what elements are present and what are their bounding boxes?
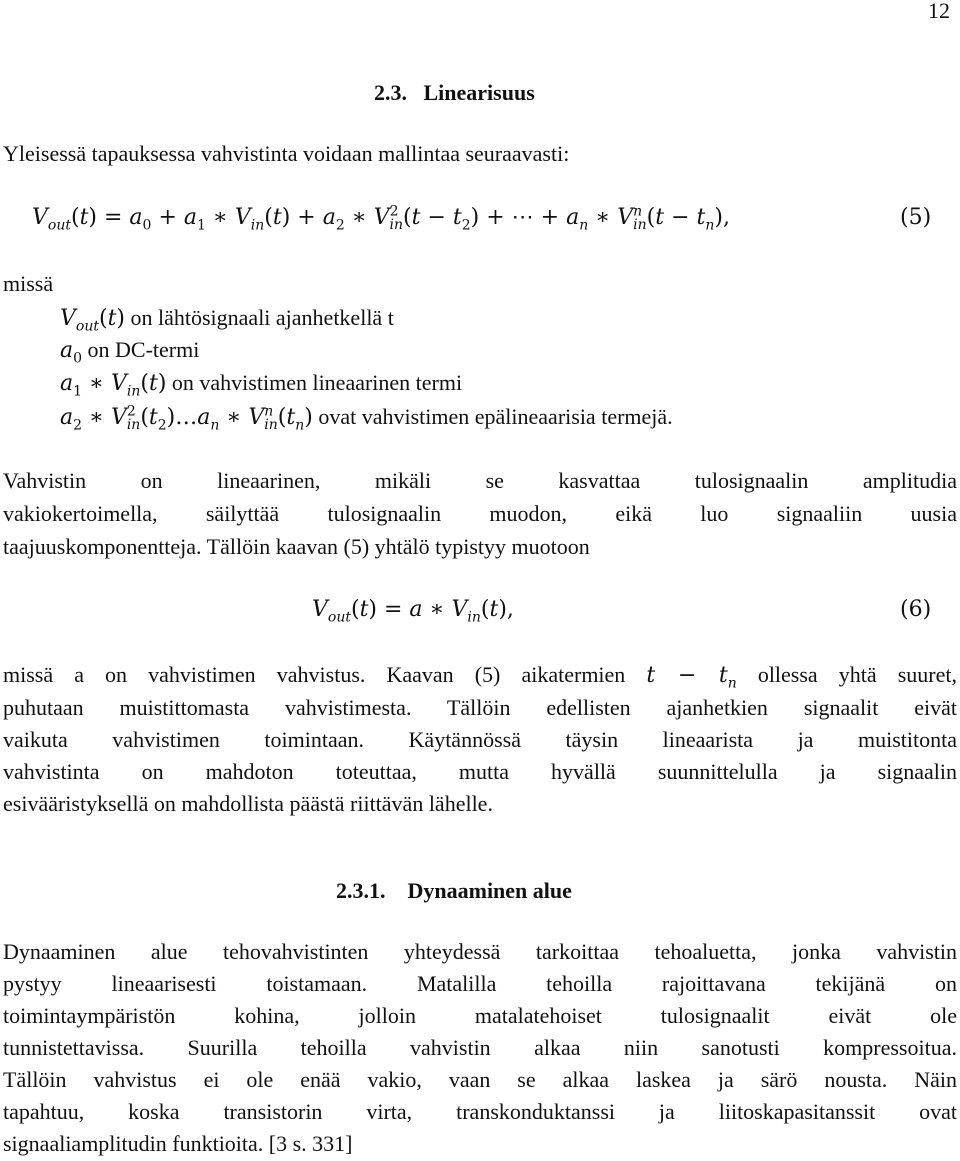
paragraph-1-line-1: Vahvistin on lineaarinen, mikäli se kasvattaa tulosignaalin amplitudia xyxy=(3,468,957,493)
equation-6: $V_{out}(t) = a$ ∗ $V_{in}(t)$, xyxy=(312,597,514,626)
equation-5: $V_{out}(t) = a_0 + a_1$ ∗ $V_{in}(t) + a_2$ ∗ $V^2_{in}(t - t_2)$ + ⋯ + $a_n$ ∗ $V^n_{in}(t - t_n)$, xyxy=(32,203,730,234)
paragraph-1-line-2: vakiokertoimella, säilyttää tulosignaalin muodon, eikä luo signaaliin uusia xyxy=(3,501,957,526)
missa-label: missä xyxy=(3,271,54,296)
paragraph-3-line-1: Dynaaminen alue tehovahvistinten yhteydessä tarkoittaa tehoaluetta, jonka vahvistin xyxy=(3,939,957,964)
intro-text: Yleisessä tapauksessa vahvistinta voidaan mallintaa seuraavasti: xyxy=(3,141,570,166)
paragraph-3-line-5: Tällöin vahvistus ei ole enää vakio, vaan se alkaa laskea ja särö nousta. Näin xyxy=(3,1067,957,1092)
paragraph-2-line-1-b: ollessa yhtä suuret, xyxy=(757,662,958,687)
paragraph-2-line-4: vahvistinta on mahdoton toteuttaa, mutta hyvällä suunnittelulla ja signaalin xyxy=(3,759,957,784)
section-heading xyxy=(374,80,535,106)
subsection-title: Dynaaminen alue xyxy=(407,878,572,903)
definition-vout-text: on lähtösignaali ajanhetkellä t xyxy=(130,305,394,330)
equation-6-number: (6) xyxy=(900,597,932,622)
section-title: Linearisuus xyxy=(423,80,535,105)
definition-linear: $a_1$ ∗ $V_{in}(t)$ on vahvistimen lineaarinen termi xyxy=(60,370,463,400)
paragraph-2-line-1-a: missä a on vahvistimen vahvistus. Kaavan (5) aikatermien xyxy=(3,662,626,687)
paragraph-3-line-6: tapahtuu, koska transistorin virta, transkonduktanssi ja liitoskapasitanssit ovat xyxy=(3,1099,957,1124)
definition-linear-text: on vahvistimen lineaarinen termi xyxy=(171,370,463,395)
paragraph-2-line-2: puhutaan muistittomasta vahvistimesta. Tällöin edellisten ajanhetkien signaalit eivät xyxy=(3,695,957,720)
definition-a0-text: on DC-termi xyxy=(87,337,200,362)
page-number: 12 xyxy=(928,0,950,23)
definition-nonlinear: $a_2$ ∗ $V^2_{in}(t_2)\dots a_n$ ∗ $V^n_{in}(t_n)$ ovat vahvistimen epälineaarisia termejä. xyxy=(60,403,673,434)
definition-nonlinear-text: ovat vahvistimen epälineaarisia termejä. xyxy=(318,404,673,429)
paragraph-1-line-3: taajuuskomponentteja. Tällöin kaavan (5) yhtälö typistyy muotoon xyxy=(3,534,590,559)
equation-5-number: (5) xyxy=(900,205,932,230)
subsection-heading xyxy=(336,878,572,904)
paragraph-3-line-4: tunnistettavissa. Suurilla tehoilla vahvistin alkaa niin sanotusti kompressoitua. xyxy=(3,1035,957,1060)
paragraph-3-line-3: toimintaympäristön kohina, jolloin matalatehoiset tulosignaalit eivät ole xyxy=(3,1003,957,1028)
paragraph-3-line-7: signaaliamplitudin funktioita. [3 s. 331] xyxy=(3,1131,353,1156)
paragraph-2-line-3: vaikuta vahvistimen toimintaan. Käytännössä täysin lineaarista ja muistitonta xyxy=(3,727,957,752)
paragraph-3-line-2: pystyy lineaarisesti toistamaan. Matalilla tehoilla rajoittavana tekijänä on xyxy=(3,971,957,996)
paragraph-2-line-5: esivääristyksellä on mahdollista päästä riittävän lähelle. xyxy=(3,791,493,816)
definition-a0: $a_0$ on DC-termi xyxy=(60,337,200,367)
definition-vout: $V_{out}(t)$ on lähtösignaali ajanhetkellä t xyxy=(60,305,394,335)
paragraph-2-line-1: missä a on vahvistimen vahvistus. Kaavan (5) aikatermien $t - t_n$ ollessa yhtä suuret, xyxy=(3,662,958,692)
section-number: 2.3. xyxy=(374,80,407,105)
subsection-number: 2.3.1. xyxy=(336,878,386,903)
